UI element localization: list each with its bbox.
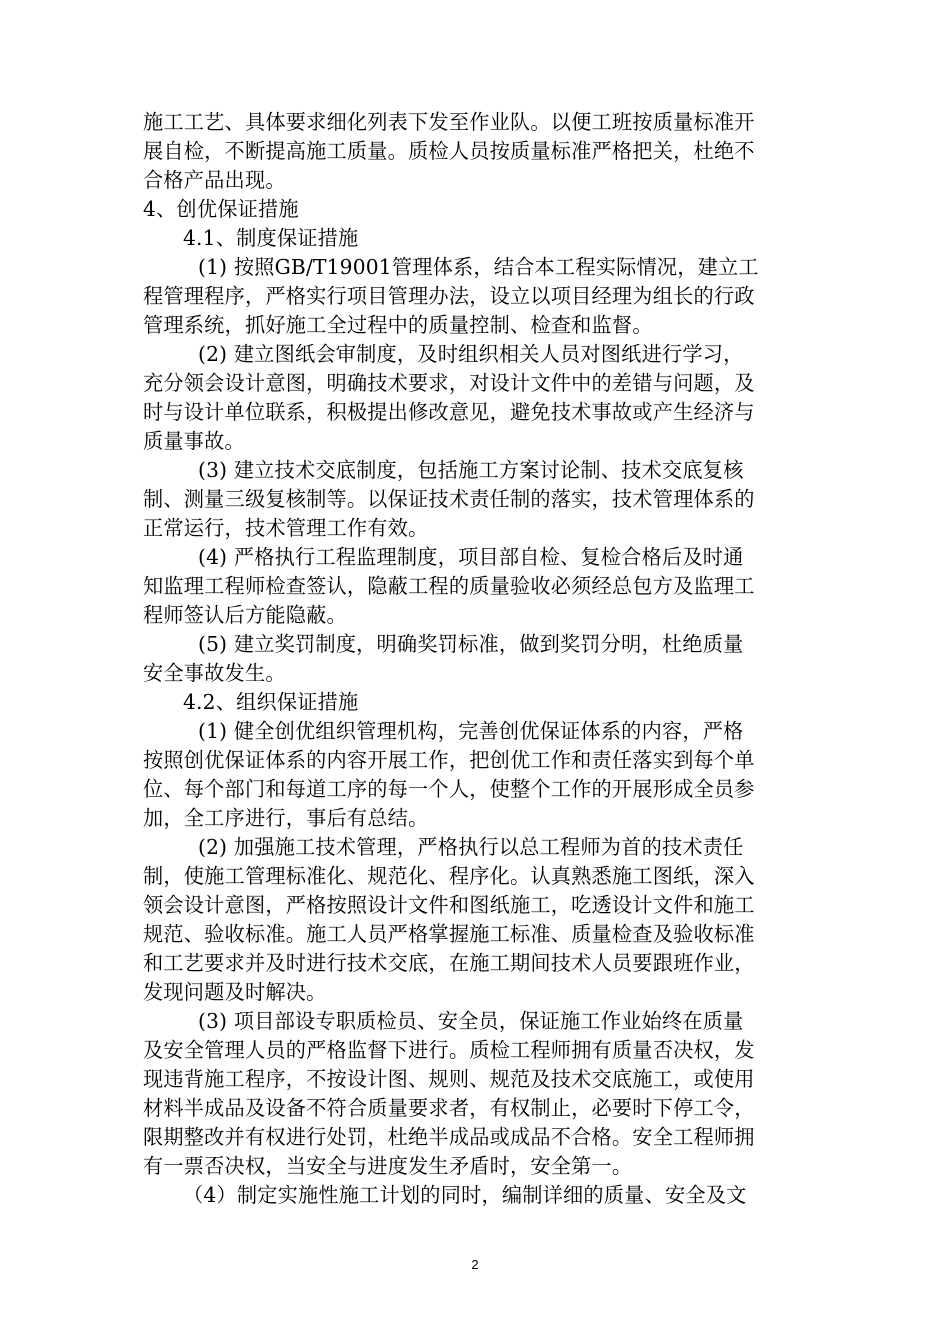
- text-line: (3) 项目部设专职质检员、安全员，保证施工作业始终在质量: [198, 1009, 744, 1033]
- text-line: 管理系统，抓好施工全过程中的质量控制、检查和监督。: [143, 313, 653, 337]
- text-line: 制、测量三级复核制等。以保证技术责任制的落实，技术管理体系的: [143, 487, 755, 511]
- text-line: (3) 建立技术交底制度，包括施工方案讨论制、技术交底复核: [198, 458, 744, 482]
- text-line: 有一票否决权，当安全与进度发生矛盾时，安全第一。: [143, 1154, 633, 1178]
- subsection-heading: 4.1、制度保证措施: [183, 226, 359, 250]
- text-line: （4）制定实施性施工计划的同时，编制详细的质量、安全及文: [183, 1183, 747, 1207]
- text-line: 时与设计单位联系，积极提出修改意见，避免技术事故或产生经济与: [143, 400, 755, 424]
- subsection-heading: 4.2、组织保证措施: [183, 690, 359, 714]
- text-line: 现违背施工程序，不按设计图、规则、规范及技术交底施工，或使用: [143, 1067, 755, 1091]
- text-line: (1) 按照GB/T19001管理体系，结合本工程实际情况，建立工: [198, 255, 759, 279]
- text-line: 充分领会设计意图，明确技术要求，对设计文件中的差错与问题，及: [143, 371, 755, 395]
- text-line: 安全事故发生。: [143, 661, 286, 685]
- text-line: 规范、验收标准。施工人员严格掌握施工标准、质量检查及验收标准: [143, 922, 755, 946]
- text-line: (2) 建立图纸会审制度，及时组织相关人员对图纸进行学习，: [198, 342, 744, 366]
- text-line: 加，全工序进行，事后有总结。: [143, 806, 429, 830]
- section-heading: 4、创优保证措施: [143, 197, 299, 221]
- text-line: 知监理工程师检查签认，隐蔽工程的质量验收必须经总包方及监理工: [143, 574, 755, 598]
- text-line: 施工工艺、具体要求细化列表下发至作业队。以便工班按质量标准开: [143, 110, 755, 134]
- text-line: 质量事故。: [143, 429, 245, 453]
- text-line: 和工艺要求并及时进行技术交底，在施工期间技术人员要跟班作业，: [143, 951, 755, 975]
- text-line: 领会设计意图，严格按照设计文件和图纸施工，吃透设计文件和施工: [143, 893, 755, 917]
- text-line: 程师签认后方能隐蔽。: [143, 603, 347, 627]
- page-number: 2: [471, 1257, 479, 1272]
- text-line: 制，使施工管理标准化、规范化、程序化。认真熟悉施工图纸，深入: [143, 864, 755, 888]
- text-line: 及安全管理人员的严格监督下进行。质检工程师拥有质量否决权，发: [143, 1038, 755, 1062]
- text-line: 展自检，不断提高施工质量。质检人员按质量标准严格把关，杜绝不: [143, 139, 755, 163]
- text-line: (4) 严格执行工程监理制度，项目部自检、复检合格后及时通: [198, 545, 744, 569]
- text-line: 限期整改并有权进行处罚，杜绝半成品或成品不合格。安全工程师拥: [143, 1125, 755, 1149]
- text-line: 程管理程序，严格实行项目管理办法，设立以项目经理为组长的行政: [143, 284, 755, 308]
- text-line: 材料半成品及设备不符合质量要求者，有权制止，必要时下停工令，: [143, 1096, 755, 1120]
- text-line: (1) 健全创优组织管理机构，完善创优保证体系的内容，严格: [198, 719, 744, 743]
- text-line: 发现问题及时解决。: [143, 980, 327, 1004]
- text-line: 正常运行，技术管理工作有效。: [143, 516, 429, 540]
- text-line: (5) 建立奖罚制度，明确奖罚标准，做到奖罚分明，杜绝质量: [198, 632, 744, 656]
- text-line: 合格产品出现。: [143, 168, 286, 192]
- text-line: 按照创优保证体系的内容开展工作，把创优工作和责任落实到每个单: [143, 748, 755, 772]
- text-line: (2) 加强施工技术管理，严格执行以总工程师为首的技术责任: [198, 835, 744, 859]
- text-line: 位、每个部门和每道工序的每一个人，使整个工作的开展形成全员参: [143, 777, 755, 801]
